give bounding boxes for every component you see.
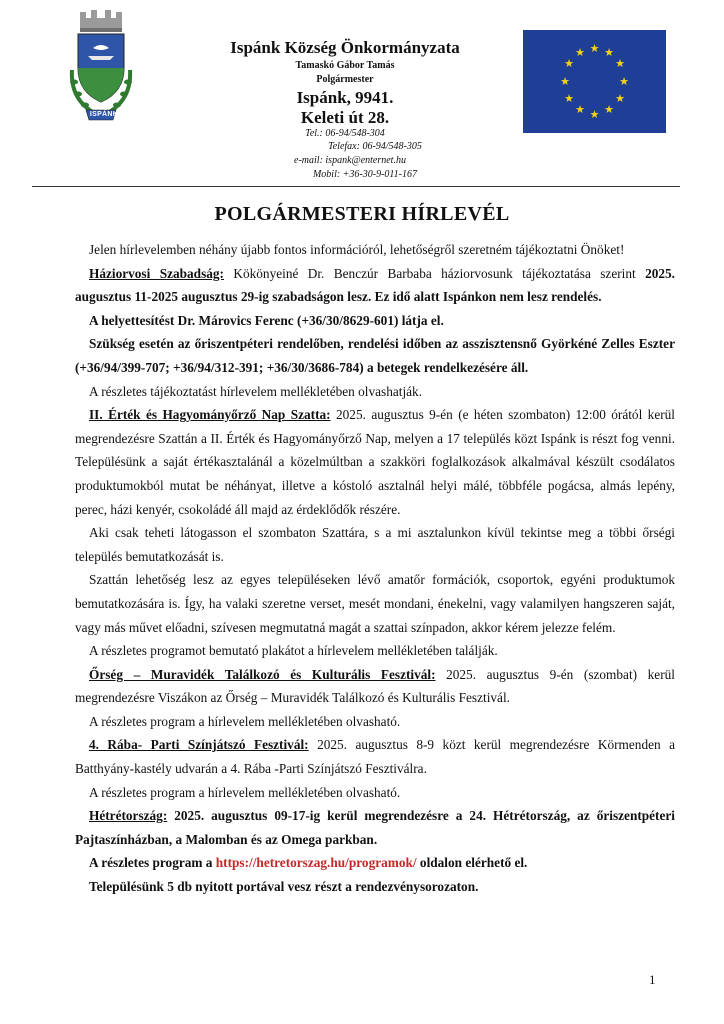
mobile: Mobil: +36-30-9-011-167 bbox=[312, 169, 418, 180]
svg-text:★: ★ bbox=[560, 75, 570, 88]
svg-text:★: ★ bbox=[575, 46, 585, 59]
page-number: 1 bbox=[649, 972, 656, 987]
svg-text:★: ★ bbox=[604, 103, 614, 116]
mayor-name: Tamaskó Gábor Tamás bbox=[295, 60, 395, 71]
street-address: Keleti út 28. bbox=[300, 108, 390, 127]
hetretorszag-paragraph bbox=[75, 804, 675, 851]
theater-heading: 4. Rába- Parti Színjátszó Fesztivál: bbox=[89, 737, 309, 753]
intro-paragraph: Jelen hírlevelemben néhány újabb fontos információról, lehetőségről szeretném tájékoztatni Önöket! bbox=[89, 242, 625, 257]
program-suffix: oldalon elérhető el. bbox=[416, 855, 528, 871]
email: e-mail: ispank@enternet.hu bbox=[294, 155, 406, 166]
tradition-invite: Aki csak teheti látogasson el szombaton Szattára, s a mi asztalunkon kívül tekintse meg a többi őrségi település bemutatkozását is. bbox=[75, 525, 675, 564]
doctor-details: A részletes tájékoztatást hírlevelem mellékletében olvashatják. bbox=[89, 383, 423, 399]
telephone: Tel.: 06-94/548-304 bbox=[305, 128, 385, 139]
svg-text:★: ★ bbox=[615, 57, 625, 70]
festival-text: 2025. augusztus 9-én (szombat) kerül megrendezésre Viszákon az Őrség – Muravidék Találkozó és Kulturális Fesztivál. bbox=[75, 666, 675, 706]
crest-label: ISPÁNK bbox=[89, 111, 119, 118]
doctor-dates: 2025. augusztus 11-2025 augusztus 29-ig szabadságon lesz. Ez idő alatt Ispánkon nem lesz rendelés. bbox=[75, 265, 675, 305]
organization-name: Ispánk Község Önkormányzata bbox=[230, 38, 460, 57]
tradition-heading: II. Érték és Hagyományőrző Nap Szatta: bbox=[89, 407, 331, 423]
festival-heading: Őrség – Muravidék Találkozó és Kulturális Fesztivál: bbox=[89, 666, 436, 682]
theater-text: 2025. augusztus 8-9 közt kerül megrendezésre Körmenden a Batthyány-kastély udvarán a 4. Rába -Parti Színjátszó Fesztiválra. bbox=[75, 737, 676, 777]
theater-paragraph bbox=[75, 733, 675, 780]
svg-text:★: ★ bbox=[589, 108, 600, 121]
festival-paragraph bbox=[75, 663, 675, 710]
festival-details: A részletes program a hírlevelem mellékletében olvasható. bbox=[89, 713, 401, 729]
doctor-text: Kökönyeiné Dr. Benczúr Barbaba háziorvosunk tájékoztatása szerint bbox=[223, 265, 646, 281]
svg-text:★: ★ bbox=[575, 103, 585, 116]
tradition-opportunity: Szattán lehetőség lesz az egyes településeken lévő amatőr formációk, csoportok, egyéni produktumok bemutatkozására is. Így, ha valaki szeretne verset, mesét mondani, énekelni, vagy valamilyen hangszeren saját, vagy más művet előadni, szívesen megmutatná magát a szattai színpadon, akkor kérem jelezze felém. bbox=[75, 572, 675, 635]
program-prefix: A részletes program a bbox=[89, 855, 216, 871]
doctor-substitute: A helyettesítést Dr. Márovics Ferenc (+36/30/8629-601) látja el. bbox=[89, 312, 444, 328]
telefax: Telefax: 06-94/548-305 bbox=[328, 141, 422, 152]
header-divider bbox=[32, 186, 680, 187]
svg-text:★: ★ bbox=[564, 57, 574, 70]
tradition-paragraph bbox=[75, 403, 675, 521]
doctor-heading: Háziorvosi Szabadság: bbox=[89, 265, 224, 281]
newsletter-body bbox=[75, 238, 675, 899]
program-link[interactable]: https://hetretorszag.hu/programok/ bbox=[215, 855, 417, 871]
hetretorszag-portals: Településünk 5 db nyitott portával vesz részt a rendezvénysorozaton. bbox=[89, 879, 479, 895]
doctor-paragraph bbox=[75, 262, 675, 309]
tradition-details: A részletes programot bemutató plakátot a hírlevelem mellékletében találják. bbox=[89, 643, 498, 659]
svg-text:★: ★ bbox=[589, 42, 600, 55]
eu-flag-icon bbox=[523, 30, 666, 133]
svg-text:★: ★ bbox=[615, 92, 625, 105]
page-title: POLGÁRMESTERI HÍRLEVÉL bbox=[214, 203, 510, 225]
city-address: Ispánk, 9941. bbox=[296, 88, 394, 107]
svg-text:★: ★ bbox=[564, 92, 574, 105]
svg-text:★: ★ bbox=[619, 75, 629, 88]
hetretorszag-heading: Hétrétország: bbox=[89, 808, 168, 824]
hetretorszag-text: 2025. augusztus 09-17-ig kerül megrendezésre a 24. Hétrétország, az őriszentpéteri Pajtaszínházban, a Malomban és az Omega parkban. bbox=[75, 808, 675, 847]
mayor-title: Polgármester bbox=[316, 74, 374, 85]
hetretorszag-program bbox=[75, 851, 675, 875]
tradition-text: 2025. augusztus 9-én (e héten szombaton) 12:00 órától kerül megrendezésre Szattán a II. Érték és Hagyományőrző Nap, melyen a 17 település közt Ispánk is részt fog venni. Településünk a saját értékasztalánál a közelmúltban a szakköri foglalkozások alkalmával készült csodálatos produktumokból mutat be néhányat, illetve a kóstoló asztalnál helyi málé, többféle pogácsa, almás lepény, perec, házi kenyér, csokoládé áll majd az érdeklődők részére. bbox=[75, 407, 675, 517]
doctor-emergency: Szükség esetén az őriszentpéteri rendelőben, rendelési időben az asszisztensnő Györkéné Zelles Eszter (+36/94/399-707; +36/94/312-391; +36/30/3686-784) a betegek rendelkezésére áll. bbox=[75, 336, 675, 375]
svg-text:★: ★ bbox=[604, 46, 614, 59]
theater-details: A részletes program a hírlevelem mellékletében olvasható. bbox=[89, 784, 401, 800]
